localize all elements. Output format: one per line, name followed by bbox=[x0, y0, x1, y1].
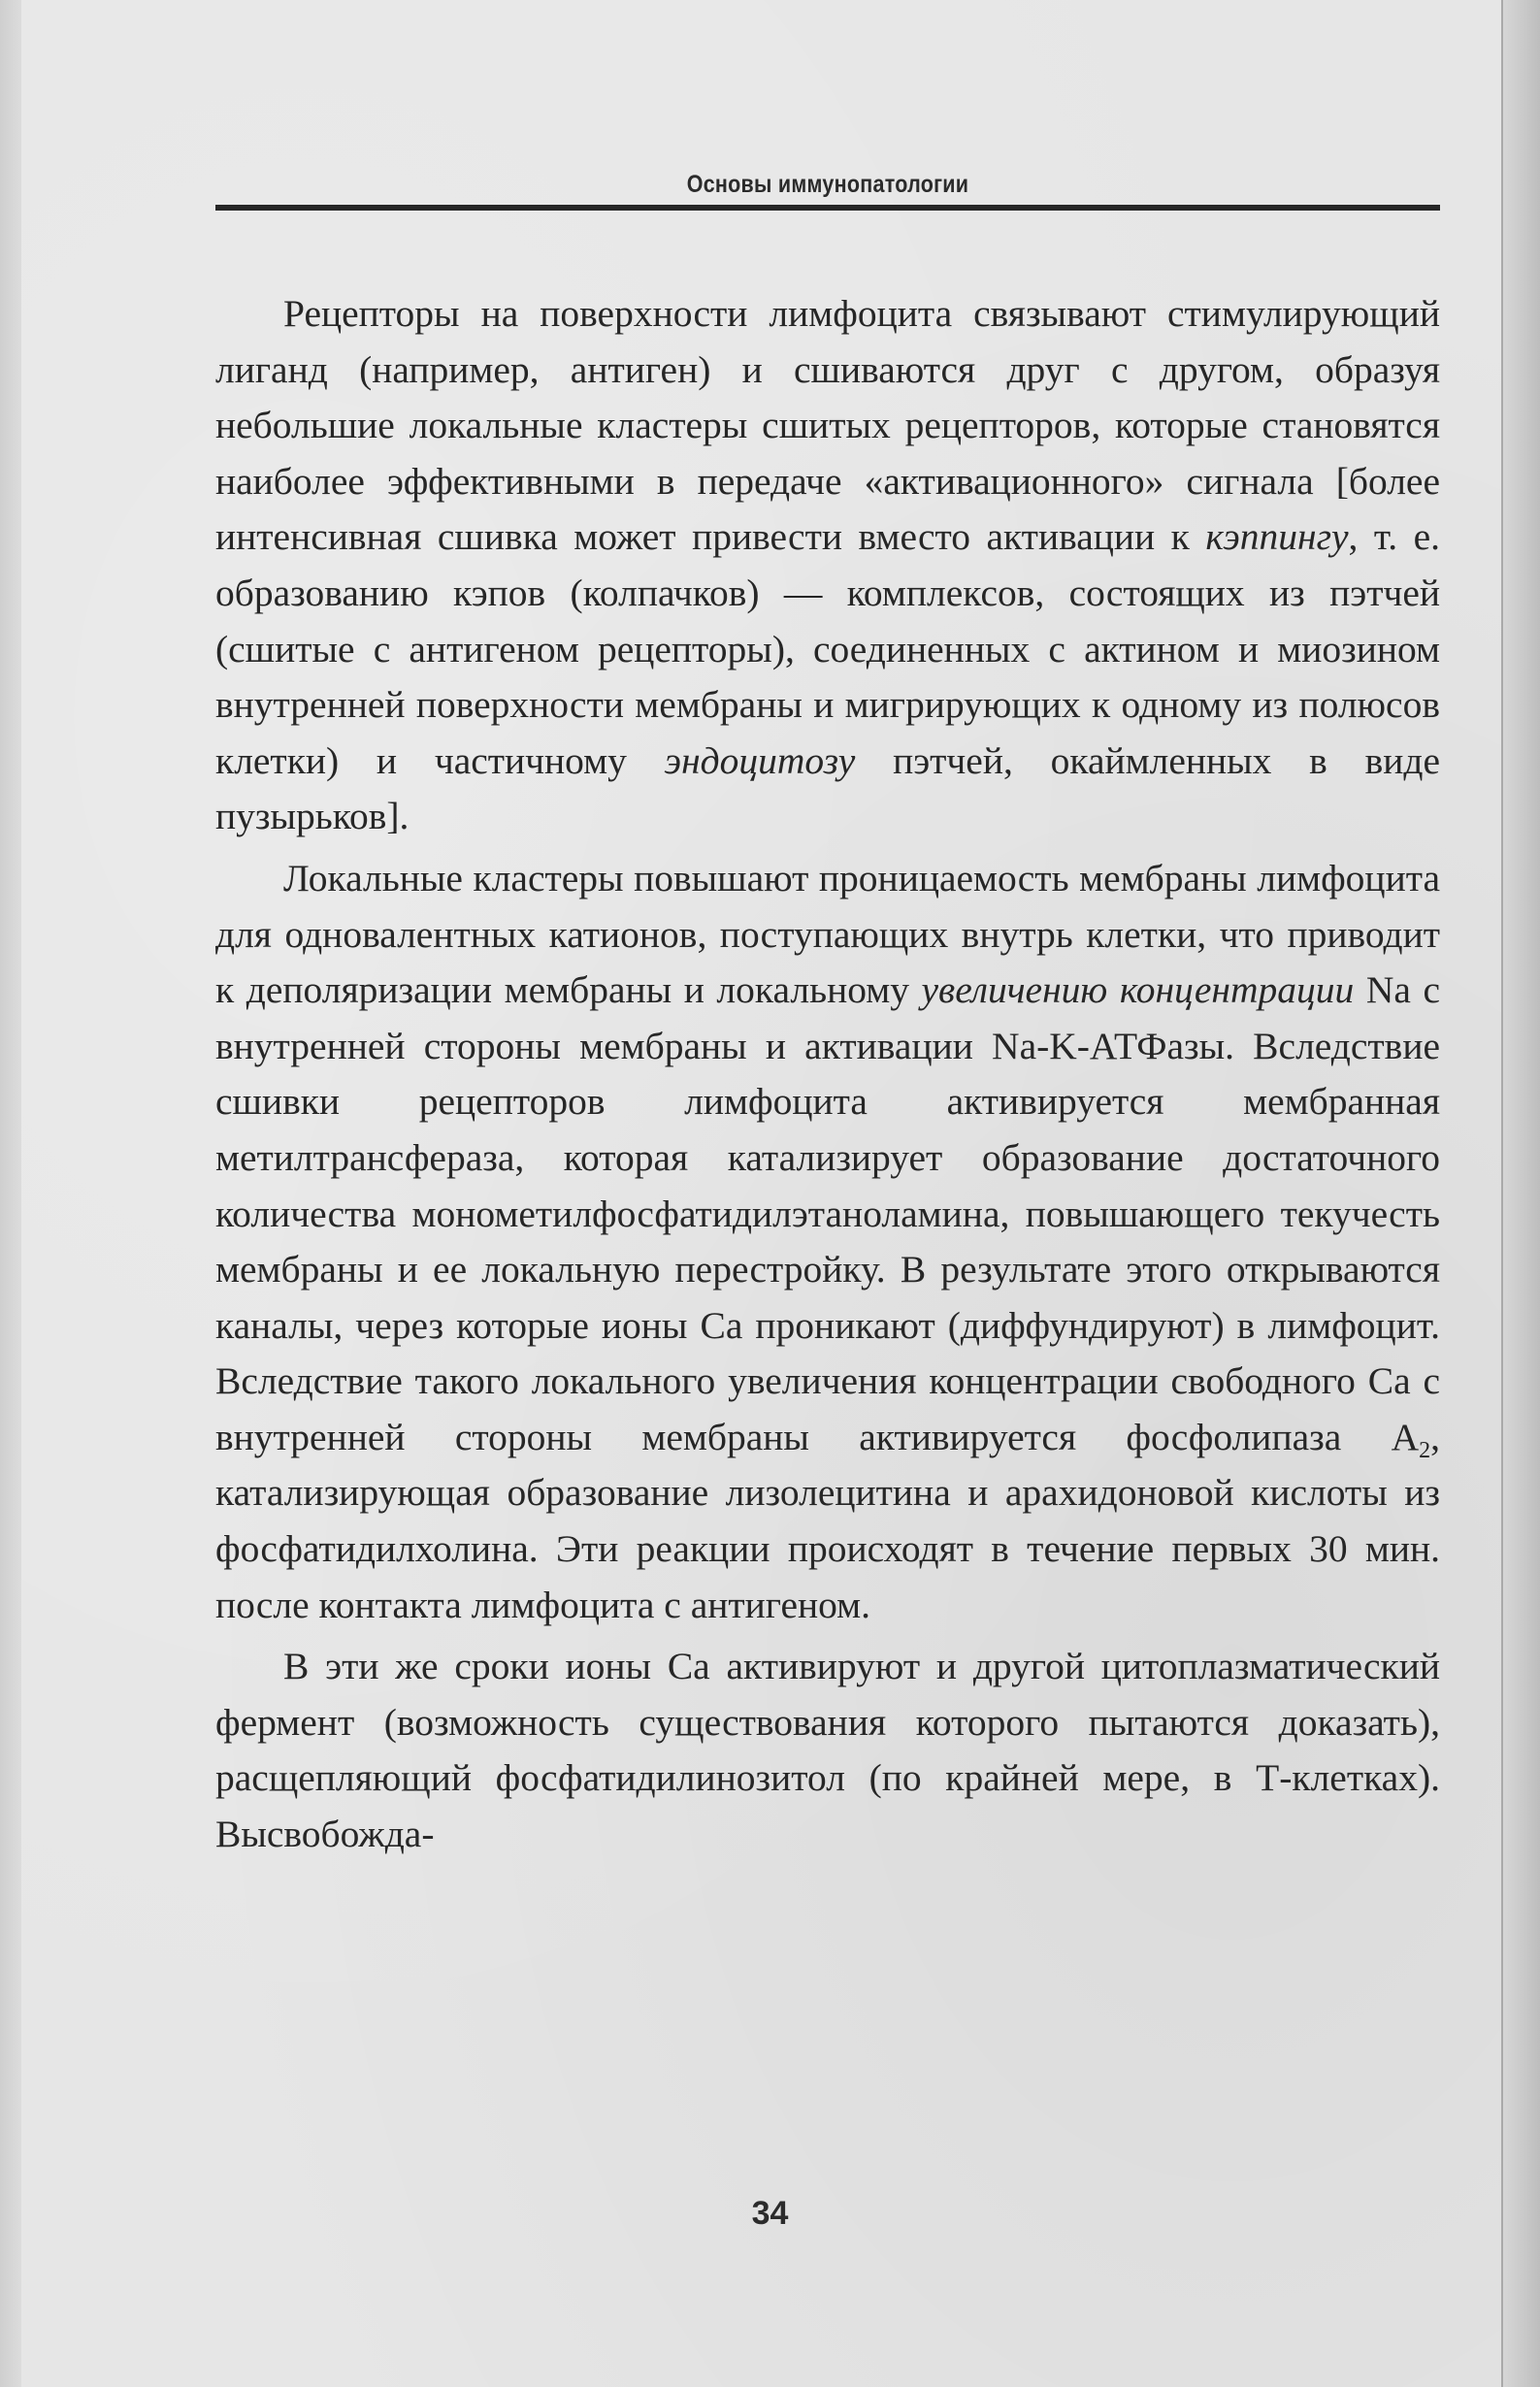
text-run: Локальные кластеры повышают проницаемость мембраны лимфоцита для одновалентных катионов, поступающих внутрь клетки, что приводит к деполяризации мембраны и локальному bbox=[215, 856, 1440, 1012]
italic-term: увеличению концентрации bbox=[921, 968, 1355, 1012]
text-run: Na с внутренней стороны мембраны и активации Na-K-АТФазы. Вследствие сшивки рецепторов лимфоцита активируется мембранная метилтрансфераза, которая катализирует образование достаточного количества монометилфосфатидилэтаноламина, повышающего текучесть мембраны и ее локальную перестройку. В результате этого открываются каналы, через которые ионы Са проникают (диффундируют) в лимфоцит. Вследствие такого локального увеличения концентрации свободного Са с внутренней стороны мембраны активируется фосфолипаза А bbox=[215, 968, 1440, 1458]
text-run: , катализирующая образование лизолецитина и арахидоновой кислоты из фосфатидилхолина. Эти реакции происходят в течение первых 30 мин. после контакта лимфоцита с антигеном. bbox=[215, 1415, 1440, 1626]
running-head: Основы иммунопатологии bbox=[686, 171, 969, 198]
text-run: Рецепторы на поверхности лимфоцита связывают стимулирующий лиганд (например, антиген) и сшиваются друг с другом, образуя небольшие локальные кластеры сшитых рецепторов, которые становятся наиболее эффективными в передаче «активационного» сигнала [более интенсивная сшивка может привести вместо активации к bbox=[215, 292, 1440, 559]
scan-right-edge bbox=[1501, 0, 1540, 2387]
text-run: пэтчей, окаймленных в виде пузырьков]. bbox=[215, 738, 1440, 838]
paragraph bbox=[215, 286, 1440, 845]
italic-term: кэппингу bbox=[1205, 515, 1349, 559]
header-rule bbox=[215, 205, 1440, 211]
body-text bbox=[215, 286, 1440, 1869]
scan-left-edge bbox=[0, 0, 21, 2387]
text-run: В эти же сроки ионы Са активируют и другой цитоплазматический фермент (возможность существования которого пытаются доказать), расщепляющий фосфатидилинозитол (по крайней мере, в Т-клетках). Высвобожда- bbox=[215, 1645, 1440, 1856]
text-run: , т. е. образованию кэпов (колпачков) — комплексов, состоящих из пэтчей (сшитые с антигеном рецепторы), соединенных с актином и миозином внутренней поверхности мембраны и мигрирующих к одному из полюсов клетки) и частичному bbox=[215, 515, 1441, 782]
page-number: 34 bbox=[751, 2195, 789, 2232]
italic-term: эндоцитозу bbox=[664, 738, 856, 782]
subscript-text: 2 bbox=[1419, 1437, 1431, 1463]
paragraph bbox=[215, 1639, 1440, 1862]
paragraph bbox=[215, 851, 1440, 1633]
